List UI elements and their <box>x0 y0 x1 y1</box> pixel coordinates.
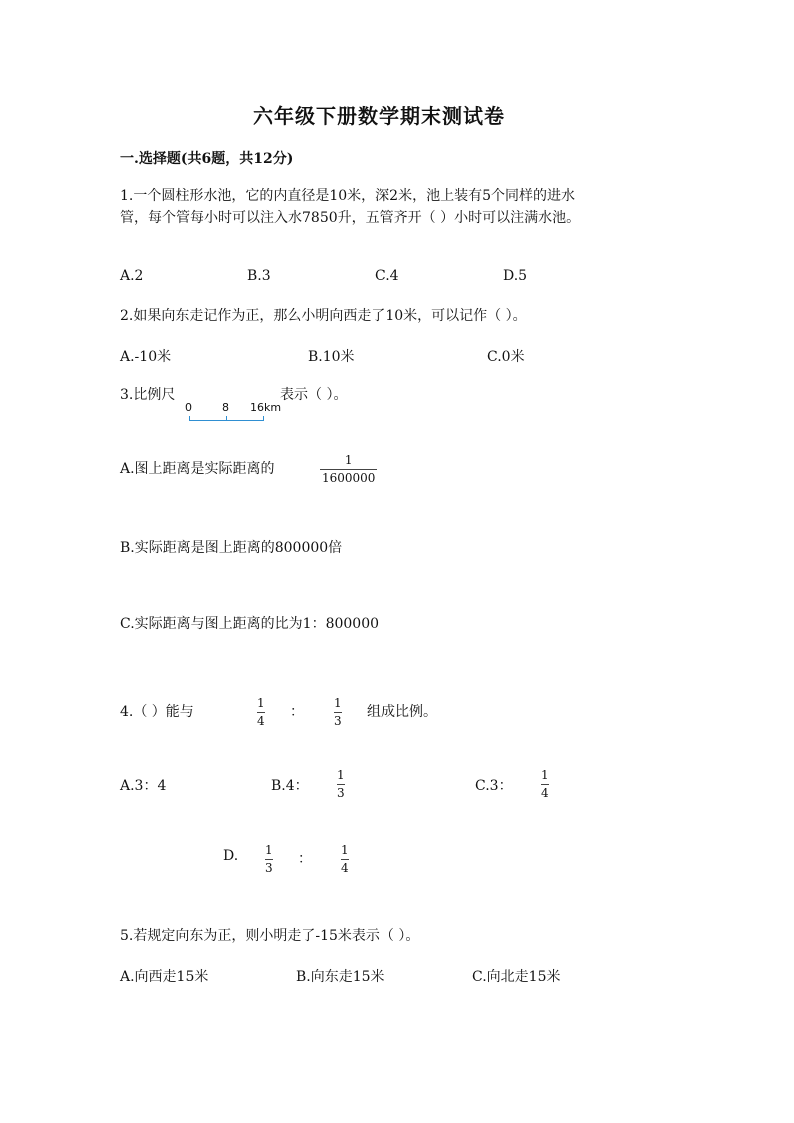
scale-label-8: 8 <box>222 401 229 414</box>
question-3-prefix: 3.比例尺 <box>120 387 176 403</box>
fraction-numerator: 1 <box>265 843 273 857</box>
question-1-option-d: D.5 <box>503 268 528 284</box>
scale-label-16km: 16km <box>250 401 282 414</box>
fraction-denominator: 3 <box>334 714 342 728</box>
question-2-option-b: B.10米 <box>308 349 355 365</box>
question-5-option-c: C.向北走15米 <box>472 969 561 985</box>
fraction-numerator: 1 <box>334 696 342 710</box>
fraction-bar <box>337 784 345 785</box>
fraction-denominator: 4 <box>541 786 549 800</box>
question-4-option-d: D. <box>223 848 239 864</box>
fraction-bar <box>341 859 349 860</box>
question-4-option-c: C.3： <box>475 778 513 794</box>
fraction-bar <box>257 712 265 713</box>
fraction-numerator: 1 <box>344 453 353 467</box>
fraction-numerator: 1 <box>257 696 265 710</box>
question-4-option-c-fraction <box>541 768 549 801</box>
question-2-option-a: A.-10米 <box>120 349 172 365</box>
fraction-denominator: 4 <box>257 714 265 728</box>
question-1-option-c: C.4 <box>375 268 399 284</box>
fraction-denominator: 3 <box>265 861 273 875</box>
question-4-prefix: 4.（ ）能与 <box>120 704 194 720</box>
question-3-option-a: A.图上距离是实际距离的 <box>120 461 275 477</box>
fraction-bar <box>320 469 377 470</box>
scale-bar-mid-tick <box>226 416 227 421</box>
fraction-bar <box>334 712 342 713</box>
question-5-text: 5.若规定向东为正，则小明走了-15米表示（ ）。 <box>120 928 420 944</box>
fraction-denominator: 4 <box>341 861 349 875</box>
question-4-suffix: 组成比例。 <box>367 704 437 720</box>
question-3-option-a-fraction <box>320 453 377 486</box>
question-4-option-d-fraction-2 <box>341 843 349 876</box>
question-4-fraction-2 <box>334 696 342 729</box>
fraction-numerator: 1 <box>541 768 549 782</box>
question-3-option-b: B.实际距离是图上距离的800000倍 <box>120 540 343 556</box>
question-3-suffix: 表示（ ）。 <box>280 387 348 403</box>
question-4-fraction-1 <box>257 696 265 729</box>
fraction-denominator: 1600000 <box>322 471 376 485</box>
question-2-text: 2.如果向东走记作为正，那么小明向西走了10米，可以记作（ ）。 <box>120 308 527 324</box>
question-4-colon: ： <box>290 704 304 720</box>
fraction-numerator: 1 <box>337 768 345 782</box>
question-5-option-b: B.向东走15米 <box>296 969 385 985</box>
question-4-option-d-fraction-1 <box>265 843 273 876</box>
question-4-option-b: B.4： <box>271 778 309 794</box>
question-5-option-a: A.向西走15米 <box>120 969 209 985</box>
fraction-denominator: 3 <box>337 786 345 800</box>
fraction-bar <box>265 859 273 860</box>
question-1-line-1: 1.一个圆柱形水池，它的内直径是10米，深2米，池上装有5个同样的进水 <box>120 188 575 204</box>
question-4-option-d-colon: ： <box>298 851 312 867</box>
question-2-option-c: C.0米 <box>487 349 525 365</box>
fraction-bar <box>541 784 549 785</box>
question-1-option-b: B.3 <box>247 268 271 284</box>
question-4-option-a: A.3：4 <box>120 778 167 794</box>
section-heading: 一.选择题(共6题，共12分) <box>120 151 294 167</box>
scale-label-0: 0 <box>185 401 192 414</box>
fraction-numerator: 1 <box>341 843 349 857</box>
question-4-option-b-fraction <box>337 768 345 801</box>
question-1-option-a: A.2 <box>120 268 144 284</box>
question-3-option-c: C.实际距离与图上距离的比为1：800000 <box>120 616 380 632</box>
page-title: 六年级下册数学期末测试卷 <box>253 104 505 128</box>
question-1-line-2: 管，每个管每小时可以注入水7850升，五管齐开（ ）小时可以注满水池。 <box>120 210 581 226</box>
